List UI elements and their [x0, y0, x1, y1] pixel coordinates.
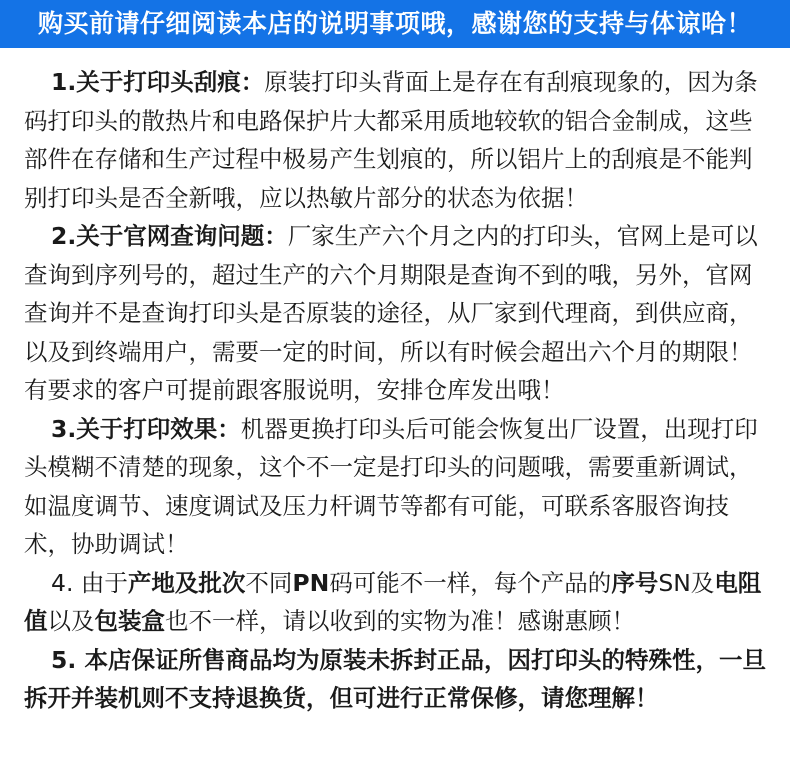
banner-title: 购买前请仔细阅读本店的说明事项哦，感谢您的支持与体谅哈！ — [37, 9, 752, 38]
notice-heading: 2.关于官网查询问题： — [51, 222, 288, 250]
notice-bold: 产地及批次 — [127, 568, 246, 597]
notice-item-5: 5. 本店保证所售商品均为原装未拆封正品，因打印头的特殊性，一旦拆开并装机则不支持退换货，但可进行正常保修，请您理解！ — [24, 645, 766, 712]
notice-content — [24, 63, 772, 718]
notice-bold: PN — [292, 568, 330, 597]
notice-text: SN及 — [658, 568, 715, 597]
notice-bold: 包装盒 — [94, 607, 165, 635]
notice-heading: 1.关于打印头刮痕： — [51, 68, 265, 96]
notice-heading: 3.关于打印效果： — [51, 414, 241, 443]
notice-text: 厂家生产六个月之内的打印头，官网上是可以查询到序列号的，超过生产的六个月期限是查询不到的哦，另外，官网查询并不是查询打印头是否原装的途径，从厂家到代理商，到供应商，以及到终端用户，需要一定的时间，所以有时候会超出六个月的期限！有要求的客户可提前跟客服说明，安排仓库发出哦！ — [24, 222, 758, 404]
notice-text: 以及 — [47, 607, 95, 635]
notice-text: 码可能不一样，每个产品的 — [329, 568, 612, 597]
notice-item-4 — [24, 564, 772, 641]
notice-banner — [0, 0, 790, 48]
notice-bold: 序号 — [611, 568, 659, 597]
notice-bold: 电阻值 — [24, 568, 762, 635]
notice-item-2 — [24, 217, 772, 410]
notice-item-3 — [24, 410, 772, 564]
notice-text: 也不一样，请以收到的实物为准！感谢惠顾！ — [165, 607, 635, 635]
notice-text: 原装打印头背面上是存在有刮痕现象的，因为条码打印头的散热片和电路保护片大都采用质地较软的铝合金制成，这些部件在存储和生产过程中极易产生划痕的，所以铝片上的刮痕是不能判别打印头是否全新哦，应以热敏片部分的状态为依据！ — [24, 68, 758, 212]
notice-item-1 — [24, 63, 772, 217]
notice-text: 机器更换打印头后可能会恢复出厂设置，出现打印头模糊不清楚的现象，这个不一定是打印头的问题哦，需要重新调试，如温度调节、速度调试及压力杆调节等都有可能，可联系客服咨询技术，协助调试！ — [24, 414, 758, 558]
notice-text: 不同 — [245, 568, 293, 597]
notice-text: 4. 由于 — [51, 568, 128, 597]
